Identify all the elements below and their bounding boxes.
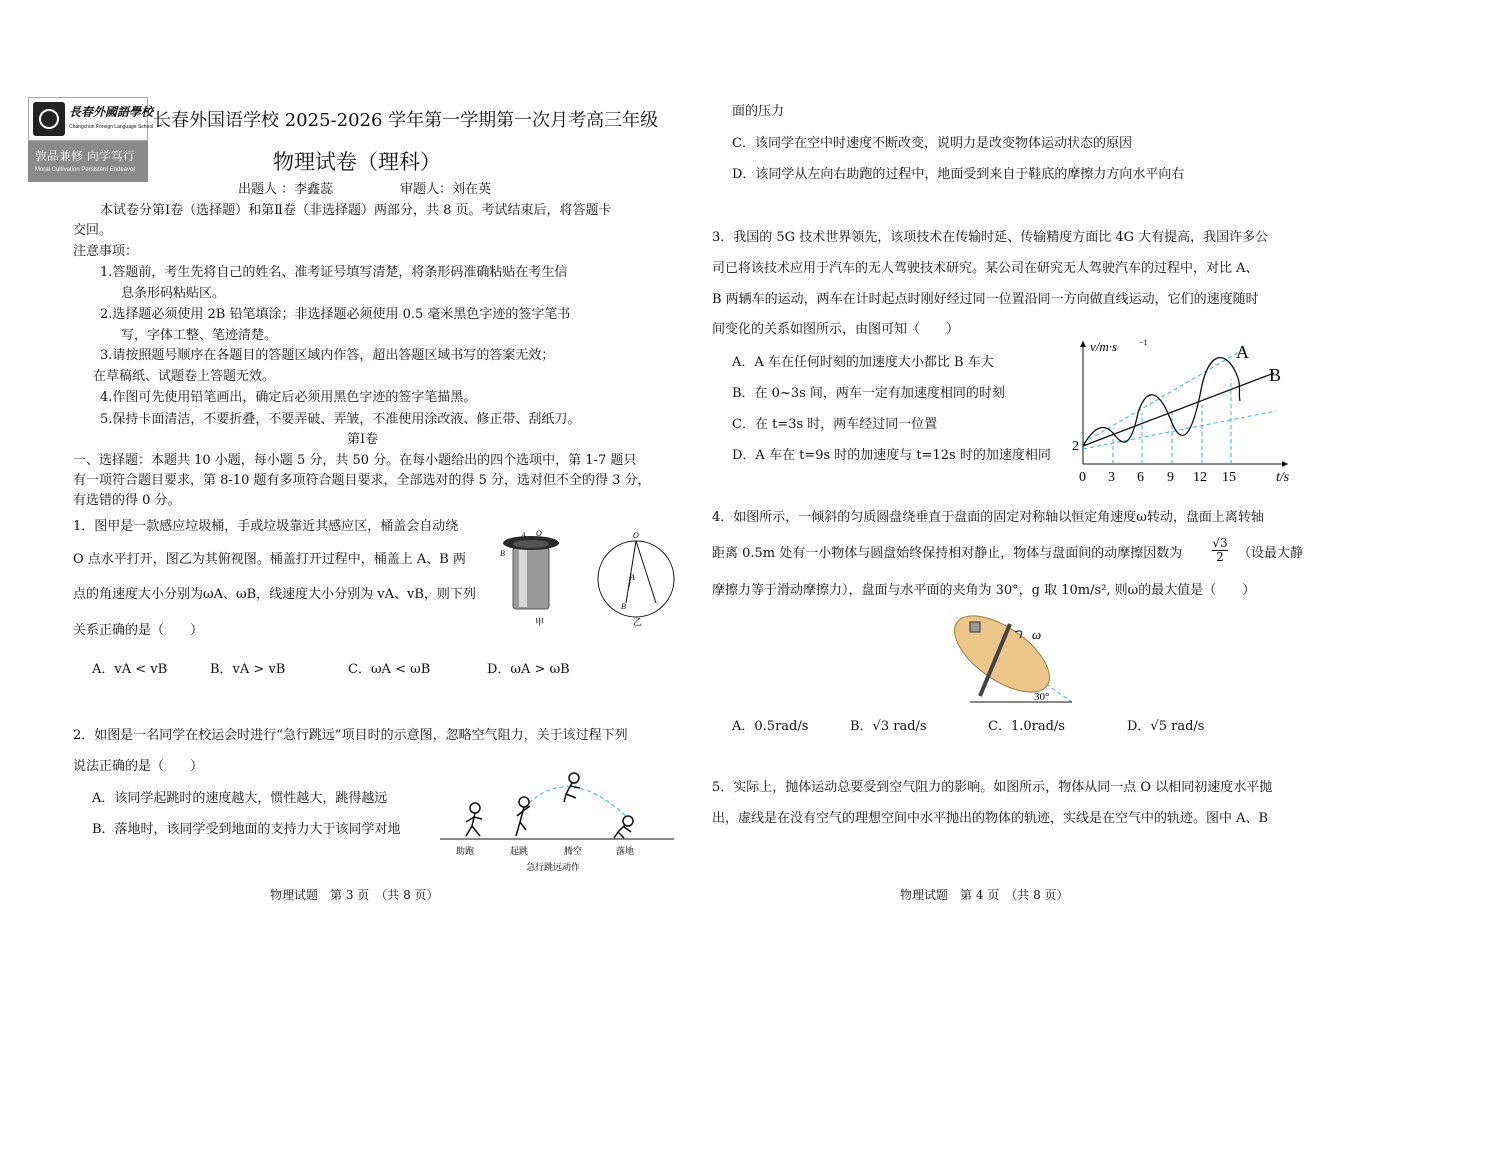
fraction-numerator: √3	[1212, 536, 1228, 550]
q2-option-d[interactable]: D．该同学从左向右助跑的过程中，地面受到来自于鞋底的摩擦力方向水平向右	[732, 167, 1185, 182]
q4-option-a[interactable]: A．0.5rad/s	[732, 719, 809, 734]
note-3a: 3.请按照题号顺序在各题目的答题区域内作答，超出答题区域书写的答案无效；	[100, 348, 555, 363]
q5-line-1: 5．实际上，抛体运动总要受到空气阻力的影响。如图所示，物体从同一点 O 以相同初速度水平抛	[712, 780, 1273, 795]
reviewer: 审题人：刘在英	[400, 182, 492, 197]
intro-line-2: 交回。	[73, 223, 113, 238]
q3-line-1: 3．我国的 5G 技术世界领先，该项技术在传输时延、传输精度方面比 4G 大有提高，我国许多公	[712, 230, 1269, 245]
q2-line-1: 2．如图是一名同学在校运会时进行“急行跳远”项目时的示意图，忽略空气阻力，关于该过程下列	[73, 728, 628, 743]
school-title: 长春外国语学校 2025-2026 学年第一学期第一次月考高三年级	[153, 110, 659, 131]
q1-option-c[interactable]: C．ωA < ωB	[348, 662, 431, 677]
q3-line-2: 司已将该技术应用于汽车的无人驾驶技术研究。某公司在研究无人驾驶汽车的过程中，对比 A、	[712, 261, 1259, 276]
fig-jia-A: A	[521, 531, 526, 540]
logo-motto-en: Moral Cultivation Persistent Endeavor	[35, 167, 136, 173]
graph-xtick-9: 9	[1167, 470, 1174, 485]
angle-label: 30°	[1034, 691, 1050, 703]
graph-xtick-3: 3	[1108, 470, 1115, 485]
q1-option-b[interactable]: B．vA > vB	[210, 662, 286, 677]
fig-jia-B: B	[500, 549, 505, 558]
q4-option-b[interactable]: B．√3 rad/s	[850, 719, 927, 734]
q1-line-1: 1．图甲是一款感应垃圾桶，手或垃圾靠近其感应区，桶盖会自动绕	[73, 519, 459, 534]
graph-ytick-2: 2	[1072, 439, 1079, 454]
footer-page-3: 物理试题 第 3 页 （共 8 页）	[270, 888, 439, 902]
logo-header	[28, 97, 154, 141]
q2-line-2: 说法正确的是（ ）	[73, 759, 204, 774]
jump-stage-3: 腾空	[564, 846, 583, 856]
note-3b: 在草稿纸、试题卷上答题无效。	[93, 369, 276, 384]
note-2a: 2.选择题必须使用 2B 铅笔填涂；非选择题必须使用 0.5 毫米黑色字迹的签字笔书	[100, 307, 571, 322]
q2-option-b-cont: 面的压力	[732, 104, 785, 119]
q1-option-d[interactable]: D．ωA > ωB	[487, 662, 570, 677]
fraction-denominator: 2	[1216, 550, 1224, 564]
q1-figure	[495, 527, 680, 632]
q4-figure	[940, 612, 1080, 707]
note-4: 4.作图可先使用铅笔画出，确定后必须用黑色字迹的签字笔描黑。	[100, 390, 477, 405]
graph-xlabel: t/s	[1276, 470, 1290, 485]
q3-option-c[interactable]: C．在 t=3s 时，两车经过同一位置	[732, 417, 938, 432]
q5-line-2: 出，虚线是在没有空气的理想空间中水平抛出的物体的轨迹，实线是在空气中的轨迹。图中 A、B	[712, 811, 1269, 826]
q2-option-c[interactable]: C．该同学在空中时速度不断改变，说明力是改变物体运动状态的原因	[732, 136, 1132, 151]
school-logo	[28, 97, 154, 182]
graph-label-b: B	[1269, 365, 1282, 385]
section-line-2: 有一项符合题目要求，第 8-10 题有多项符合题目要求，全部选对的得 5 分，选对但不全的得 3 分，	[73, 473, 651, 488]
footer-page-4: 物理试题 第 4 页 （共 8 页）	[900, 888, 1069, 902]
author: 出题人 ：李鑫蕊	[238, 182, 334, 197]
logo-motto-cn: 敦品兼修 向学笃行	[35, 149, 135, 163]
logo-en: Changchun Foreign Language School	[69, 124, 154, 130]
q2-option-a[interactable]: A．该同学起跳时的速度越大，惯性越大，跳得越远	[92, 791, 388, 806]
friction-fraction	[1212, 537, 1228, 564]
graph-xtick-6: 6	[1137, 470, 1144, 485]
jump-stage-4: 落地	[616, 846, 635, 856]
q1-line-4: 关系正确的是（ ）	[73, 623, 204, 638]
intro-line-1: 本试卷分第Ⅰ卷（选择题）和第Ⅱ卷（非选择题）两部分，共 8 页。考试结束后，将答题卡	[100, 203, 612, 218]
jump-stage-2: 起跳	[510, 846, 529, 856]
graph-xtick-12: 12	[1193, 470, 1207, 485]
section-line-3: 有选错的得 0 分。	[73, 493, 181, 508]
q2-option-b[interactable]: B．落地时，该同学受到地面的支持力大于该同学对地	[92, 822, 401, 837]
graph-origin: 0	[1079, 470, 1086, 485]
fig-jia-label: 甲	[535, 617, 545, 627]
logo-cn: 長春外國語學校	[69, 105, 154, 119]
note-5: 5.保持卡面清洁，不要折叠，不要弄破、弄皱，不准使用涂改液、修正带、刮纸刀。	[100, 412, 581, 427]
q3-option-a[interactable]: A．A 车在任何时刻的加速度大小都比 B 车大	[732, 355, 994, 370]
notes-title: 注意事项：	[73, 244, 139, 259]
fig-yi-A: A	[630, 573, 635, 582]
omega-label: ω	[1032, 627, 1042, 642]
note-1a: 1.答题前，考生先将自己的姓名、准考证号填写清楚，将条形码准确粘贴在考生信	[100, 265, 568, 280]
school-seal-icon	[33, 102, 65, 136]
graph-label-a: A	[1236, 342, 1249, 362]
graph-ylabel: v/m·s	[1090, 339, 1118, 354]
part-title: 第Ⅰ卷	[347, 432, 379, 447]
q2-figure	[438, 766, 678, 876]
fig-jia-O: O	[536, 529, 542, 538]
q4-line-1: 4．如图所示，一倾斜的匀质圆盘绕垂直于盘面的固定对称轴以恒定角速度ω转动，盘面上离转轴	[712, 510, 1264, 525]
q3-option-d[interactable]: D．A 车在 t=9s 时的加速度与 t=12s 时的加速度相同	[732, 448, 1051, 463]
q4-option-d[interactable]: D．√5 rad/s	[1127, 719, 1205, 734]
logo-motto	[28, 141, 148, 182]
q4-option-c[interactable]: C．1.0rad/s	[988, 719, 1065, 734]
q4-line-3: 摩擦力等于滑动摩擦力），盘面与水平面的夹角为 30°，g 取 10m/s², 则ω的最大值是（ ）	[712, 583, 1256, 598]
fig-yi-O: O	[633, 531, 639, 540]
vt-graph	[1066, 333, 1306, 488]
note-2b: 写，字体工整、笔迹清楚。	[121, 328, 278, 343]
fig-yi-B: B	[621, 602, 626, 611]
jump-stage-1: 助跑	[456, 846, 475, 856]
q3-line-4: 间变化的关系如图所示，由图可知（ ）	[712, 322, 960, 337]
q3-option-b[interactable]: B．在 0~3s 间，两车一定有加速度相同的时刻	[732, 386, 1005, 401]
q1-option-a[interactable]: A．vA < vB	[92, 662, 168, 677]
fig-yi-label: 乙	[633, 617, 643, 627]
q1-line-2: O 点水平打开，图乙为其俯视图。桶盖打开过程中，桶盖上 A、B 两	[73, 552, 466, 567]
q4-line-2b: （设最大静	[1238, 546, 1304, 561]
jump-caption: 急行跳远动作	[526, 862, 581, 872]
q4-line-2a: 距离 0.5m 处有一小物体与圆盘始终保持相对静止，物体与盘面间的动摩擦因数为	[712, 546, 1183, 561]
note-1b: 息条形码粘贴区。	[121, 286, 226, 301]
q3-line-3: B 两辆车的运动，两车在计时起点时刚好经过同一位置沿同一方向做直线运动，它们的速度随时	[712, 292, 1259, 307]
graph-xtick-15: 15	[1222, 470, 1236, 485]
q1-line-3: 点的角速度大小分别为ωA、ωB，线速度大小分别为 vA、vB，则下列	[73, 587, 476, 602]
subject-title: 物理试卷（理科）	[273, 150, 441, 174]
graph-yexp: −1	[1139, 338, 1148, 347]
section-line-1: 一、选择题：本题共 10 小题，每小题 5 分，共 50 分。在每小题给出的四个选项中，第 1-7 题只	[73, 453, 637, 468]
